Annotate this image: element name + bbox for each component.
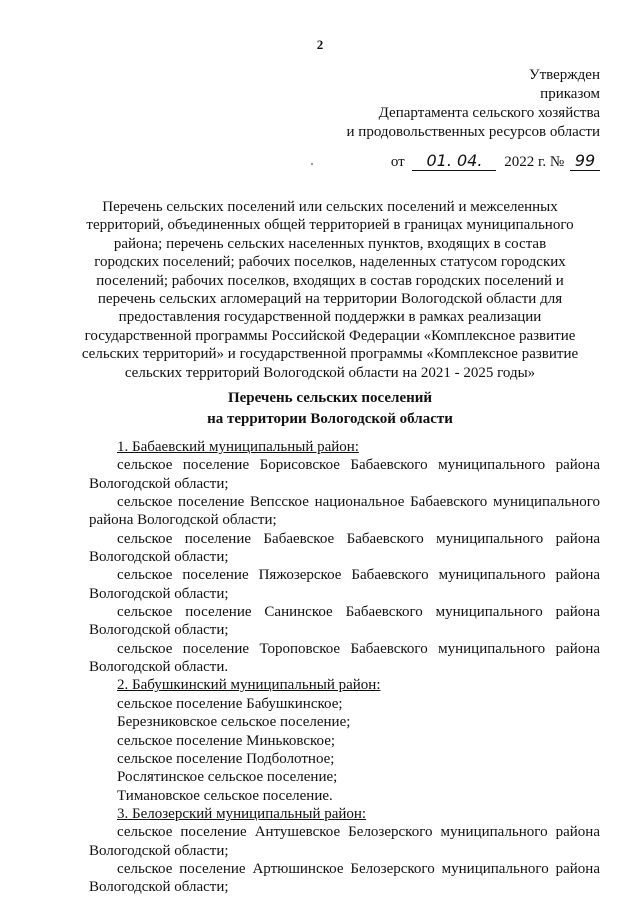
title-line: Перечень сельских поселений или сельских поселений и межселенных (102, 199, 558, 215)
order-number-handwritten: 99 (570, 152, 600, 171)
order-year: 2022 г. № (504, 154, 565, 170)
list-item: сельское поселение Миньковское; (117, 732, 336, 749)
title-line: сельских территорий Вологодской области на 2021 - 2025 годы» (124, 364, 536, 381)
list-item: сельское поселение Вепсское национальное Бабаевского муниципального района Вологодской области; (89, 494, 600, 529)
list-item: Тимановское сельское поселение. (117, 787, 333, 804)
title-line: района; перечень сельских населенных пунктов, входящих в состав (113, 235, 547, 252)
title-line: государственной программы Российской Федерации «Комплексное развитие (84, 327, 576, 344)
list-item: сельское поселение Антушевское Белозерского муниципального района Вологодской области; (89, 824, 600, 859)
title-line: городских поселений; рабочих поселков, наделенных статусом городских (94, 254, 566, 271)
approval-line: Утвержден (528, 67, 600, 83)
list-item: сельское поселение Бабушкинское; (117, 695, 343, 712)
approval-line: приказом (540, 86, 600, 102)
approval-line: Департамента сельского хозяйства (378, 105, 600, 121)
list-item: сельское поселение Борисовское Бабаевского муниципального района Вологодской области; (89, 457, 600, 492)
subtitle-line: Перечень сельских поселений (227, 390, 433, 406)
approval-block (347, 66, 600, 142)
list-item: сельское поселение Санинское Бабаевского муниципального района Вологодской области; (89, 604, 600, 639)
district-heading: 1. Бабаевский муниципальный район: (117, 439, 359, 455)
order-prefix: от (390, 154, 405, 170)
title-line: предоставления государственной поддержки в рамках реализации (118, 309, 542, 326)
title-line: сельских территорий» и государственной программы «Комплексное развитие (81, 346, 579, 363)
scan-dot (311, 163, 313, 165)
list-item: Березниковское сельское поселение; (117, 714, 351, 731)
approval-line: и продовольственных ресурсов области (346, 124, 600, 140)
list-item: Рослятинское сельское поселение; (117, 769, 338, 786)
district-heading: 3. Белозерский муниципальный район: (117, 805, 367, 822)
subtitle-line: на территории Вологодской области (207, 411, 453, 427)
title-line: территорий, объединенных общей территорией в границах муниципального (86, 217, 574, 234)
list-item: сельское поселение Бабаевское Бабаевского муниципального района Вологодской области; (89, 530, 600, 566)
title-line: перечень сельских агломераций на территории Вологодской области для (97, 291, 563, 308)
order-date-handwritten: 01. 04. (412, 152, 496, 171)
document-title (80, 198, 580, 382)
list-item: сельское поселение Подболотное; (117, 750, 335, 767)
district-heading: 2. Бабушкинский муниципальный район: (117, 677, 381, 694)
list-item: сельское поселение Тороповское Бабаевского муниципального района Вологодской области. (89, 640, 600, 676)
list-item: сельское поселение Пяжозерское Бабаевского муниципального района Вологодской области; (89, 567, 600, 602)
page-number: 2 (316, 37, 324, 52)
list-item: сельское поселение Артюшинское Белозерского муниципального района Вологодской области; (89, 860, 600, 896)
section-subtitle (80, 388, 580, 430)
settlements-list (89, 438, 600, 897)
title-line: поселений; рабочих поселков, входящих в состав городских поселений и (96, 272, 564, 289)
order-date-line (391, 151, 600, 173)
